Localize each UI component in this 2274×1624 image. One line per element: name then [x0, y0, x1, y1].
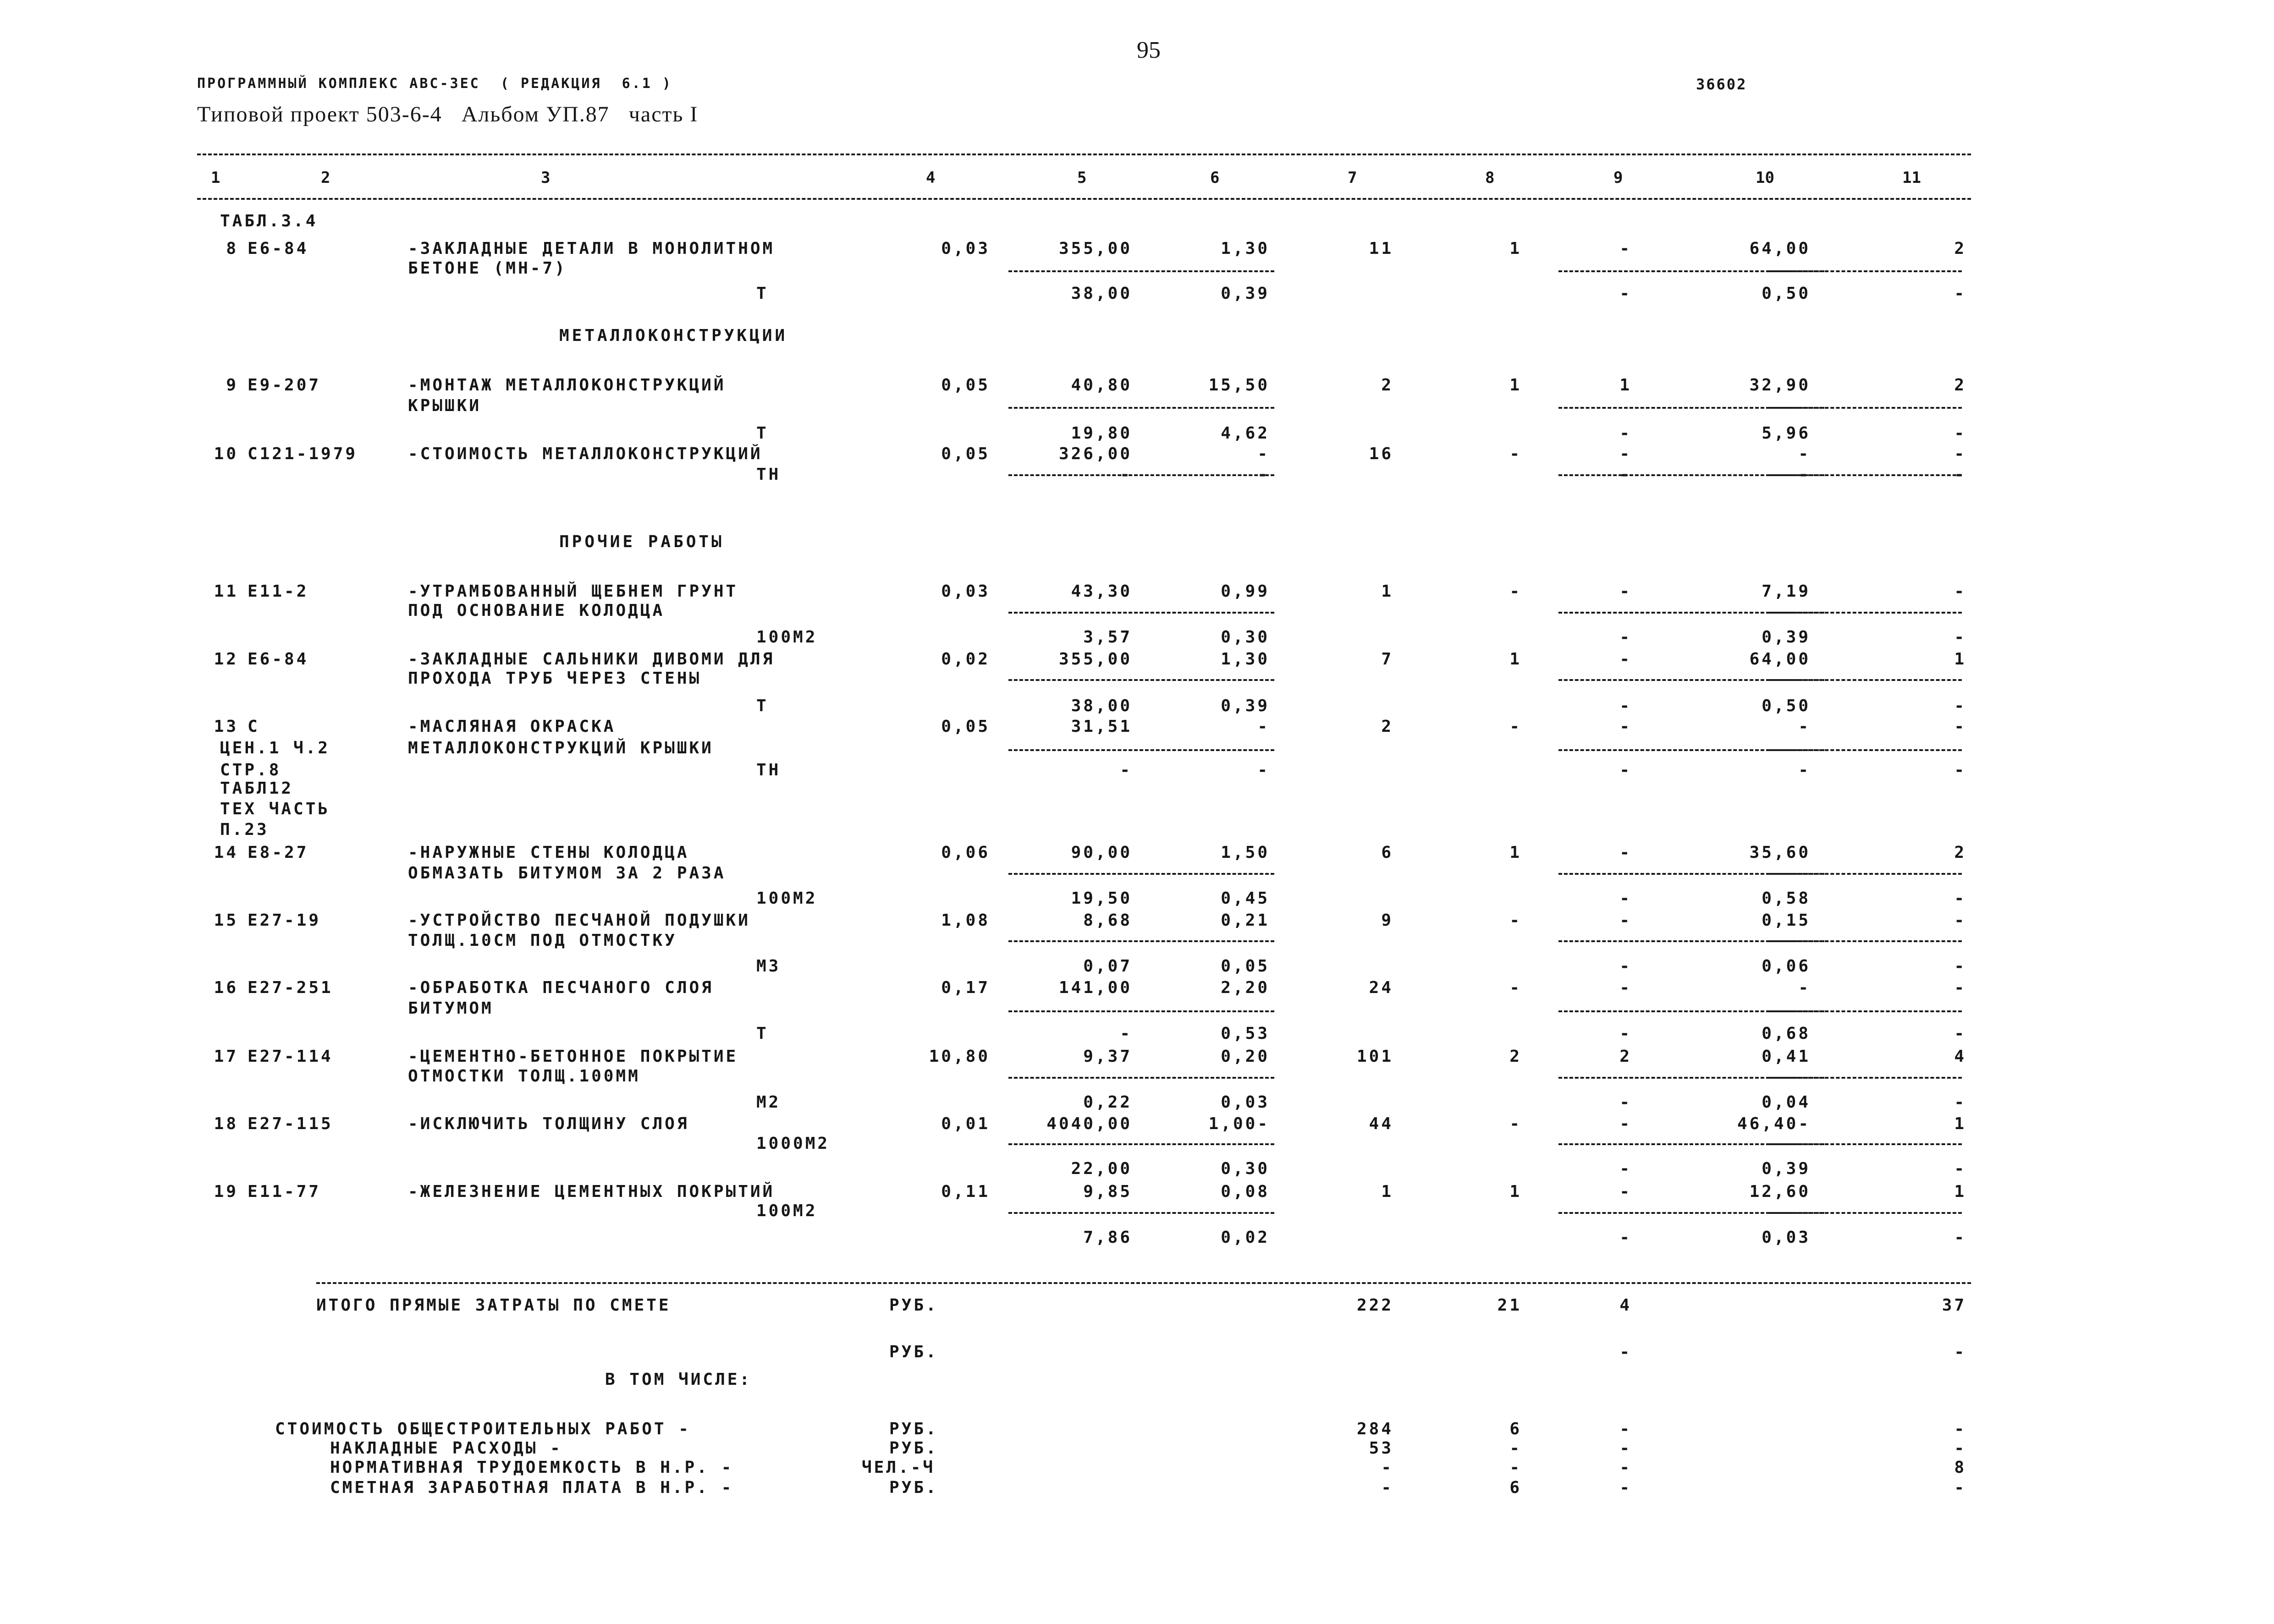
cell-c11: -	[1954, 957, 1966, 976]
cell-c9: -	[1619, 957, 1632, 976]
cell-c11: -	[1954, 1024, 1966, 1043]
summary-c11: -	[1954, 1420, 1966, 1438]
row-code: Е6-84	[248, 239, 309, 258]
row-description: -МАСЛЯНАЯ ОКРАСКА	[408, 717, 616, 736]
column-header-6: 6	[1210, 169, 1220, 187]
row-description: Т	[756, 697, 769, 715]
column-header-9: 9	[1613, 169, 1623, 187]
cell-c11: -	[1954, 284, 1966, 303]
cell-c6: 0,53	[1221, 1024, 1270, 1043]
row-description: ПОД ОСНОВАНИЕ КОЛОДЦА	[408, 601, 665, 620]
value-separator-rule	[1769, 1212, 1962, 1214]
summary-unit: РУБ.	[889, 1478, 938, 1497]
column-header-8: 8	[1485, 169, 1495, 187]
row-description: Т	[756, 1024, 769, 1043]
row-description: -ЦЕМЕНТНО-БЕТОННОЕ ПОКРЫТИЕ	[408, 1047, 738, 1066]
cell-c10: 0,39	[1762, 1159, 1811, 1178]
row-code: Е27-19	[248, 911, 321, 930]
cell-c4: 0,05	[941, 376, 990, 395]
value-separator-rule	[1008, 270, 1274, 272]
row-description: БИТУМОМ	[408, 999, 494, 1018]
summary-c11: -	[1954, 1439, 1966, 1458]
row-description: -ЗАКЛАДНЫЕ САЛЬНИКИ ДИВОМИ ДЛЯ	[408, 650, 775, 669]
cell-c10: 0,68	[1762, 1024, 1811, 1043]
totals-unit-2: РУБ.	[889, 1343, 938, 1361]
summary-c9: -	[1619, 1439, 1632, 1458]
row-description: -ЗАКЛАДНЫЕ ДЕТАЛИ В МОНОЛИТНОМ	[408, 239, 775, 258]
summary-c9: -	[1619, 1458, 1632, 1477]
including-label: В ТОМ ЧИСЛЕ:	[605, 1370, 752, 1389]
cell-c7: 101	[1356, 1047, 1393, 1066]
cell-c5: 9,37	[1083, 1047, 1132, 1066]
totals-label: ИТОГО ПРЯМЫЕ ЗАТРАТЫ ПО СМЕТЕ	[316, 1296, 671, 1315]
cell-c9: -	[1619, 650, 1632, 669]
summary-c7: 53	[1369, 1439, 1393, 1458]
row-description: КРЫШКИ	[408, 396, 482, 415]
cell-c10: -	[1798, 444, 1811, 463]
totals-c9b: -	[1619, 1343, 1632, 1361]
row-number: 11	[214, 582, 238, 601]
row-code: Е27-115	[248, 1114, 333, 1133]
cell-c4: 0,11	[941, 1182, 990, 1201]
cell-c11: -	[1954, 978, 1966, 997]
cell-c5: 355,00	[1058, 650, 1132, 669]
summary-unit: ЧЕЛ.-Ч	[862, 1458, 936, 1477]
cell-c11: 2	[1954, 239, 1966, 258]
row-description: М2	[756, 1093, 781, 1112]
value-separator-rule	[1769, 1143, 1962, 1145]
cell-c10: 0,50	[1762, 697, 1811, 715]
cell-c9: 2	[1619, 1047, 1632, 1066]
summary-c7: -	[1381, 1458, 1393, 1477]
cell-c11: 2	[1954, 376, 1966, 395]
cell-c5: 3,57	[1083, 628, 1132, 647]
cell-c5: 4040,00	[1046, 1114, 1132, 1133]
row-description: 100М2	[756, 889, 818, 908]
cell-c9: -	[1619, 239, 1632, 258]
cell-c9: -	[1619, 582, 1632, 601]
cell-c8: -	[1509, 911, 1522, 930]
row-number: 17	[214, 1047, 238, 1066]
row-description: 100М2	[756, 1202, 818, 1220]
cell-c4: 0,17	[941, 978, 990, 997]
row-description: 100М2	[756, 628, 818, 647]
cell-c11: 1	[1954, 1182, 1966, 1201]
cell-c6: -	[1257, 444, 1270, 463]
cell-c10: 0,41	[1762, 1047, 1811, 1066]
cell-c5: 22,00	[1071, 1159, 1132, 1178]
cell-c9: -	[1619, 1024, 1632, 1043]
row-number: 14	[214, 843, 238, 862]
cell-c10: 32,90	[1749, 376, 1811, 395]
cell-c10: -	[1798, 465, 1811, 484]
cell-c6: 0,02	[1221, 1228, 1270, 1247]
row-code: С121-1979	[248, 444, 358, 463]
row-number: 9	[226, 376, 238, 395]
cell-c8: 2	[1509, 1047, 1522, 1066]
cell-c11: -	[1954, 761, 1966, 779]
summary-c8: 6	[1509, 1420, 1522, 1438]
header-bottom-rule	[197, 198, 1971, 200]
row-code: Е11-2	[248, 582, 309, 601]
row-code: Е9-207	[248, 376, 321, 395]
summary-unit: РУБ.	[889, 1439, 938, 1458]
cell-c6: -	[1257, 761, 1270, 779]
cell-c6: 1,00-	[1208, 1114, 1270, 1133]
cell-c6: 0,30	[1221, 1159, 1270, 1178]
cell-c4: 1,08	[941, 911, 990, 930]
row-code: ТАБЛ12	[220, 779, 294, 798]
cell-c4: 0,03	[941, 239, 990, 258]
cell-c7: 2	[1381, 376, 1393, 395]
cell-c5: 40,80	[1071, 376, 1132, 395]
totals-c11b: -	[1954, 1343, 1966, 1361]
cell-c7: 44	[1369, 1114, 1393, 1133]
cell-c6: -	[1257, 717, 1270, 736]
cell-c5: 19,50	[1071, 889, 1132, 908]
value-separator-rule	[1769, 940, 1962, 942]
column-header-7: 7	[1348, 169, 1357, 187]
cell-c9: -	[1619, 911, 1632, 930]
cell-c6: 0,05	[1221, 957, 1270, 976]
cell-c9: -	[1619, 1228, 1632, 1247]
cell-c8: 1	[1509, 239, 1522, 258]
cell-c8: 1	[1509, 376, 1522, 395]
row-description: Т	[756, 284, 769, 303]
column-header-10: 10	[1756, 169, 1774, 187]
row-code: ТЕХ ЧАСТЬ	[220, 800, 330, 818]
cell-c9: -	[1619, 978, 1632, 997]
cell-c7: 16	[1369, 444, 1393, 463]
cell-c11: -	[1954, 717, 1966, 736]
cell-c9: -	[1619, 465, 1632, 484]
cell-c5: 19,80	[1071, 424, 1132, 443]
totals-c9: 4	[1619, 1296, 1632, 1315]
cell-c6: 0,20	[1221, 1047, 1270, 1066]
section-title-metal: МЕТАЛЛОКОНСТРУКЦИИ	[559, 326, 788, 345]
cell-c5: 31,51	[1071, 717, 1132, 736]
summary-c7: -	[1381, 1478, 1393, 1497]
cell-c5: 9,85	[1083, 1182, 1132, 1201]
cell-c7: 1	[1381, 1182, 1393, 1201]
cell-c11: -	[1954, 889, 1966, 908]
cell-c4: 0,06	[941, 843, 990, 862]
cell-c9: -	[1619, 1159, 1632, 1178]
summary-label: НАКЛАДНЫЕ РАСХОДЫ -	[330, 1439, 562, 1458]
cell-c9: -	[1619, 697, 1632, 715]
summary-c8: 6	[1509, 1478, 1522, 1497]
row-code: Е11-77	[248, 1182, 321, 1201]
cell-c11: -	[1954, 1228, 1966, 1247]
summary-label: СТОИМОСТЬ ОБЩЕСТРОИТЕЛЬНЫХ РАБОТ -	[275, 1420, 691, 1438]
row-description: ТН	[756, 761, 781, 779]
cell-c11: -	[1954, 628, 1966, 647]
cell-c10: 0,03	[1762, 1228, 1811, 1247]
cell-c6: 0,03	[1221, 1093, 1270, 1112]
cell-c8: -	[1509, 1114, 1522, 1133]
cell-c7: 2	[1381, 717, 1393, 736]
cell-c4: 10,80	[929, 1047, 990, 1066]
cell-c10: -	[1798, 761, 1811, 779]
cell-c10: 0,06	[1762, 957, 1811, 976]
row-code: ТАБЛ.3.4	[220, 212, 318, 230]
cell-c7: 6	[1381, 843, 1393, 862]
summary-unit: РУБ.	[889, 1420, 938, 1438]
value-separator-rule	[1769, 1010, 1962, 1012]
row-description: М3	[756, 957, 781, 976]
row-description: -ИСКЛЮЧИТЬ ТОЛЩИНУ СЛОЯ	[408, 1114, 689, 1133]
row-code: СТР.8	[220, 761, 281, 779]
value-separator-rule	[1008, 679, 1274, 681]
row-number: 19	[214, 1182, 238, 1201]
cell-c10: 64,00	[1749, 239, 1811, 258]
cell-c10: 35,60	[1749, 843, 1811, 862]
cell-c9: -	[1619, 761, 1632, 779]
cell-c6: 1,30	[1221, 239, 1270, 258]
value-separator-rule	[1769, 612, 1962, 614]
cell-c9: -	[1619, 628, 1632, 647]
cell-c6: 2,20	[1221, 978, 1270, 997]
row-description: -УСТРОЙСТВО ПЕСЧАНОЙ ПОДУШКИ	[408, 911, 750, 930]
cell-c5: 38,00	[1071, 697, 1132, 715]
cell-c7: 9	[1381, 911, 1393, 930]
document-code: 36602	[1696, 76, 1747, 93]
cell-c11: -	[1954, 582, 1966, 601]
row-code: Е6-84	[248, 650, 309, 669]
row-number: 18	[214, 1114, 238, 1133]
row-description: ОТМОСТКИ ТОЛЩ.100ММ	[408, 1067, 640, 1086]
cell-c10: 0,39	[1762, 628, 1811, 647]
value-separator-rule	[1008, 873, 1274, 875]
cell-c10: -	[1798, 978, 1811, 997]
cell-c10: 0,50	[1762, 284, 1811, 303]
program-line: ПРОГРАММНЫЙ КОМПЛЕКС АВС-ЗЕС ( РЕДАКЦИЯ 6.1 )	[197, 76, 672, 92]
summary-c9: -	[1619, 1478, 1632, 1497]
cell-c5: 0,22	[1083, 1093, 1132, 1112]
cell-c4: 0,05	[941, 717, 990, 736]
cell-c10: 0,15	[1762, 911, 1811, 930]
value-separator-rule	[1008, 1143, 1274, 1145]
summary-label: СМЕТНАЯ ЗАРАБОТНАЯ ПЛАТА В Н.Р. -	[330, 1478, 734, 1497]
cell-c6: 0,39	[1221, 284, 1270, 303]
totals-c7: 222	[1356, 1296, 1393, 1315]
summary-c8: -	[1509, 1439, 1522, 1458]
cell-c5: 141,00	[1058, 978, 1132, 997]
row-description: ТОЛЩ.10СМ ПОД ОТМОСТКУ	[408, 931, 677, 950]
cell-c11: -	[1954, 1093, 1966, 1112]
row-code: П.23	[220, 820, 269, 839]
row-description: -УТРАМБОВАННЫЙ ЩЕБНЕМ ГРУНТ	[408, 582, 738, 601]
cell-c5: 8,68	[1083, 911, 1132, 930]
summary-label: НОРМАТИВНАЯ ТРУДОЕМКОСТЬ В Н.Р. -	[330, 1458, 734, 1477]
cell-c9: 1	[1619, 376, 1632, 395]
cell-c6: 0,30	[1221, 628, 1270, 647]
cell-c10: 64,00	[1749, 650, 1811, 669]
row-number: 16	[214, 978, 238, 997]
cell-c5: 355,00	[1058, 239, 1132, 258]
summary-c11: -	[1954, 1478, 1966, 1497]
cell-c10: 5,96	[1762, 424, 1811, 443]
cell-c10: 46,40-	[1737, 1114, 1811, 1133]
cell-c6: 0,39	[1221, 697, 1270, 715]
row-number: 8	[226, 239, 238, 258]
totals-c8: 21	[1497, 1296, 1522, 1315]
row-code: ЦЕН.1 Ч.2	[220, 739, 330, 757]
cell-c5: 90,00	[1071, 843, 1132, 862]
totals-unit: РУБ.	[889, 1296, 938, 1315]
cell-c4: 0,01	[941, 1114, 990, 1133]
cell-c7: 1	[1381, 582, 1393, 601]
cell-c6: 15,50	[1208, 376, 1270, 395]
cell-c11: -	[1954, 1159, 1966, 1178]
page-number: 95	[1137, 37, 1161, 63]
cell-c5: 38,00	[1071, 284, 1132, 303]
column-header-5: 5	[1077, 169, 1087, 187]
value-separator-rule	[1008, 1077, 1274, 1079]
row-description: БЕТОНЕ (МН-7)	[408, 259, 567, 278]
cell-c6: 1,30	[1221, 650, 1270, 669]
project-line: Типовой проект 503-6-4 Альбом УП.87 часть I	[197, 102, 699, 126]
cell-c7: 24	[1369, 978, 1393, 997]
value-separator-rule	[1008, 1212, 1274, 1214]
column-header-4: 4	[926, 169, 936, 187]
value-separator-rule	[1769, 474, 1962, 476]
column-header-11: 11	[1902, 169, 1921, 187]
cell-c11: -	[1954, 424, 1966, 443]
value-separator-rule	[1008, 749, 1274, 751]
cell-c6: 0,08	[1221, 1182, 1270, 1201]
cell-c5: 326,00	[1058, 444, 1132, 463]
cell-c8: 1	[1509, 650, 1522, 669]
cell-c11: -	[1954, 465, 1966, 484]
cell-c5: -	[1120, 761, 1132, 779]
column-header-3: 3	[541, 169, 551, 187]
row-code: Е27-251	[248, 978, 333, 997]
cell-c10: 12,60	[1749, 1182, 1811, 1201]
cell-c6: -	[1257, 465, 1270, 484]
cell-c10: -	[1798, 717, 1811, 736]
section-title-other: ПРОЧИЕ РАБОТЫ	[559, 532, 724, 551]
cell-c10: 7,19	[1762, 582, 1811, 601]
cell-c6: 0,99	[1221, 582, 1270, 601]
row-description: 1000М2	[756, 1134, 830, 1153]
cell-c9: -	[1619, 1114, 1632, 1133]
row-description: -СТОИМОСТЬ МЕТАЛЛОКОНСТРУКЦИЙ	[408, 444, 763, 463]
cell-c5: 43,30	[1071, 582, 1132, 601]
totals-rule	[316, 1282, 1971, 1284]
row-description: МЕТАЛЛОКОНСТРУКЦИЙ КРЫШКИ	[408, 739, 714, 757]
row-description: -МОНТАЖ МЕТАЛЛОКОНСТРУКЦИЙ	[408, 376, 726, 395]
cell-c9: -	[1619, 843, 1632, 862]
row-description: -НАРУЖНЫЕ СТЕНЫ КОЛОДЦА	[408, 843, 689, 862]
row-description: Т	[756, 424, 769, 443]
value-separator-rule	[1769, 679, 1962, 681]
cell-c8: -	[1509, 978, 1522, 997]
row-number: 13	[214, 717, 238, 736]
cell-c8: -	[1509, 444, 1522, 463]
cell-c8: -	[1509, 582, 1522, 601]
cell-c11: -	[1954, 444, 1966, 463]
cell-c5: 7,86	[1083, 1228, 1132, 1247]
row-number: 12	[214, 650, 238, 669]
cell-c9: -	[1619, 424, 1632, 443]
value-separator-rule	[1008, 1010, 1274, 1012]
cell-c8: 1	[1509, 1182, 1522, 1201]
row-description: ОБМАЗАТЬ БИТУМОМ ЗА 2 РАЗА	[408, 864, 726, 883]
value-separator-rule	[1008, 407, 1274, 409]
totals-c11: 37	[1942, 1296, 1966, 1315]
value-separator-rule	[1008, 940, 1274, 942]
row-description: ПРОХОДА ТРУБ ЧЕРЕЗ СТЕНЫ	[408, 669, 702, 688]
row-code: Е8-27	[248, 843, 309, 862]
cell-c5: -	[1120, 1024, 1132, 1043]
cell-c10: 0,04	[1762, 1093, 1811, 1112]
cell-c11: 4	[1954, 1047, 1966, 1066]
value-separator-rule	[1769, 270, 1962, 272]
cell-c6: 4,62	[1221, 424, 1270, 443]
header-top-rule	[197, 154, 1971, 155]
value-separator-rule	[1008, 612, 1274, 614]
value-separator-rule	[1769, 749, 1962, 751]
column-header-2: 2	[321, 169, 330, 187]
value-separator-rule	[1008, 474, 1274, 476]
cell-c9: -	[1619, 717, 1632, 736]
cell-c4: 0,03	[941, 582, 990, 601]
cell-c10: 0,58	[1762, 889, 1811, 908]
cell-c5: 0,07	[1083, 957, 1132, 976]
cell-c6: 1,50	[1221, 843, 1270, 862]
cell-c9: -	[1619, 1182, 1632, 1201]
cell-c7: 7	[1381, 650, 1393, 669]
cell-c11: -	[1954, 697, 1966, 715]
value-separator-rule	[1769, 1077, 1962, 1079]
cell-c7: 11	[1369, 239, 1393, 258]
row-description: -ЖЕЛЕЗНЕНИЕ ЦЕМЕНТНЫХ ПОКРЫТИЙ	[408, 1182, 775, 1201]
value-separator-rule	[1769, 873, 1962, 875]
cell-c4: 0,05	[941, 444, 990, 463]
cell-c8: 1	[1509, 843, 1522, 862]
summary-c11: 8	[1954, 1458, 1966, 1477]
cell-c9: -	[1619, 1093, 1632, 1112]
row-code: С	[248, 717, 260, 736]
row-description: -ОБРАБОТКА ПЕСЧАНОГО СЛОЯ	[408, 978, 714, 997]
cell-c11: -	[1954, 911, 1966, 930]
cell-c11: 1	[1954, 1114, 1966, 1133]
row-code: Е27-114	[248, 1047, 333, 1066]
cell-c4: 0,02	[941, 650, 990, 669]
cell-c6: 0,21	[1221, 911, 1270, 930]
cell-c9: -	[1619, 444, 1632, 463]
cell-c5: -	[1120, 465, 1132, 484]
row-number: 10	[214, 444, 238, 463]
cell-c9: -	[1619, 889, 1632, 908]
cell-c11: 1	[1954, 650, 1966, 669]
value-separator-rule	[1769, 407, 1962, 409]
cell-c8: -	[1509, 717, 1522, 736]
summary-c7: 284	[1356, 1420, 1393, 1438]
column-header-1: 1	[211, 169, 220, 187]
row-description: ТН	[756, 465, 781, 484]
cell-c11: 2	[1954, 843, 1966, 862]
cell-c9: -	[1619, 284, 1632, 303]
cell-c6: 0,45	[1221, 889, 1270, 908]
summary-c8: -	[1509, 1458, 1522, 1477]
row-number: 15	[214, 911, 238, 930]
summary-c9: -	[1619, 1420, 1632, 1438]
